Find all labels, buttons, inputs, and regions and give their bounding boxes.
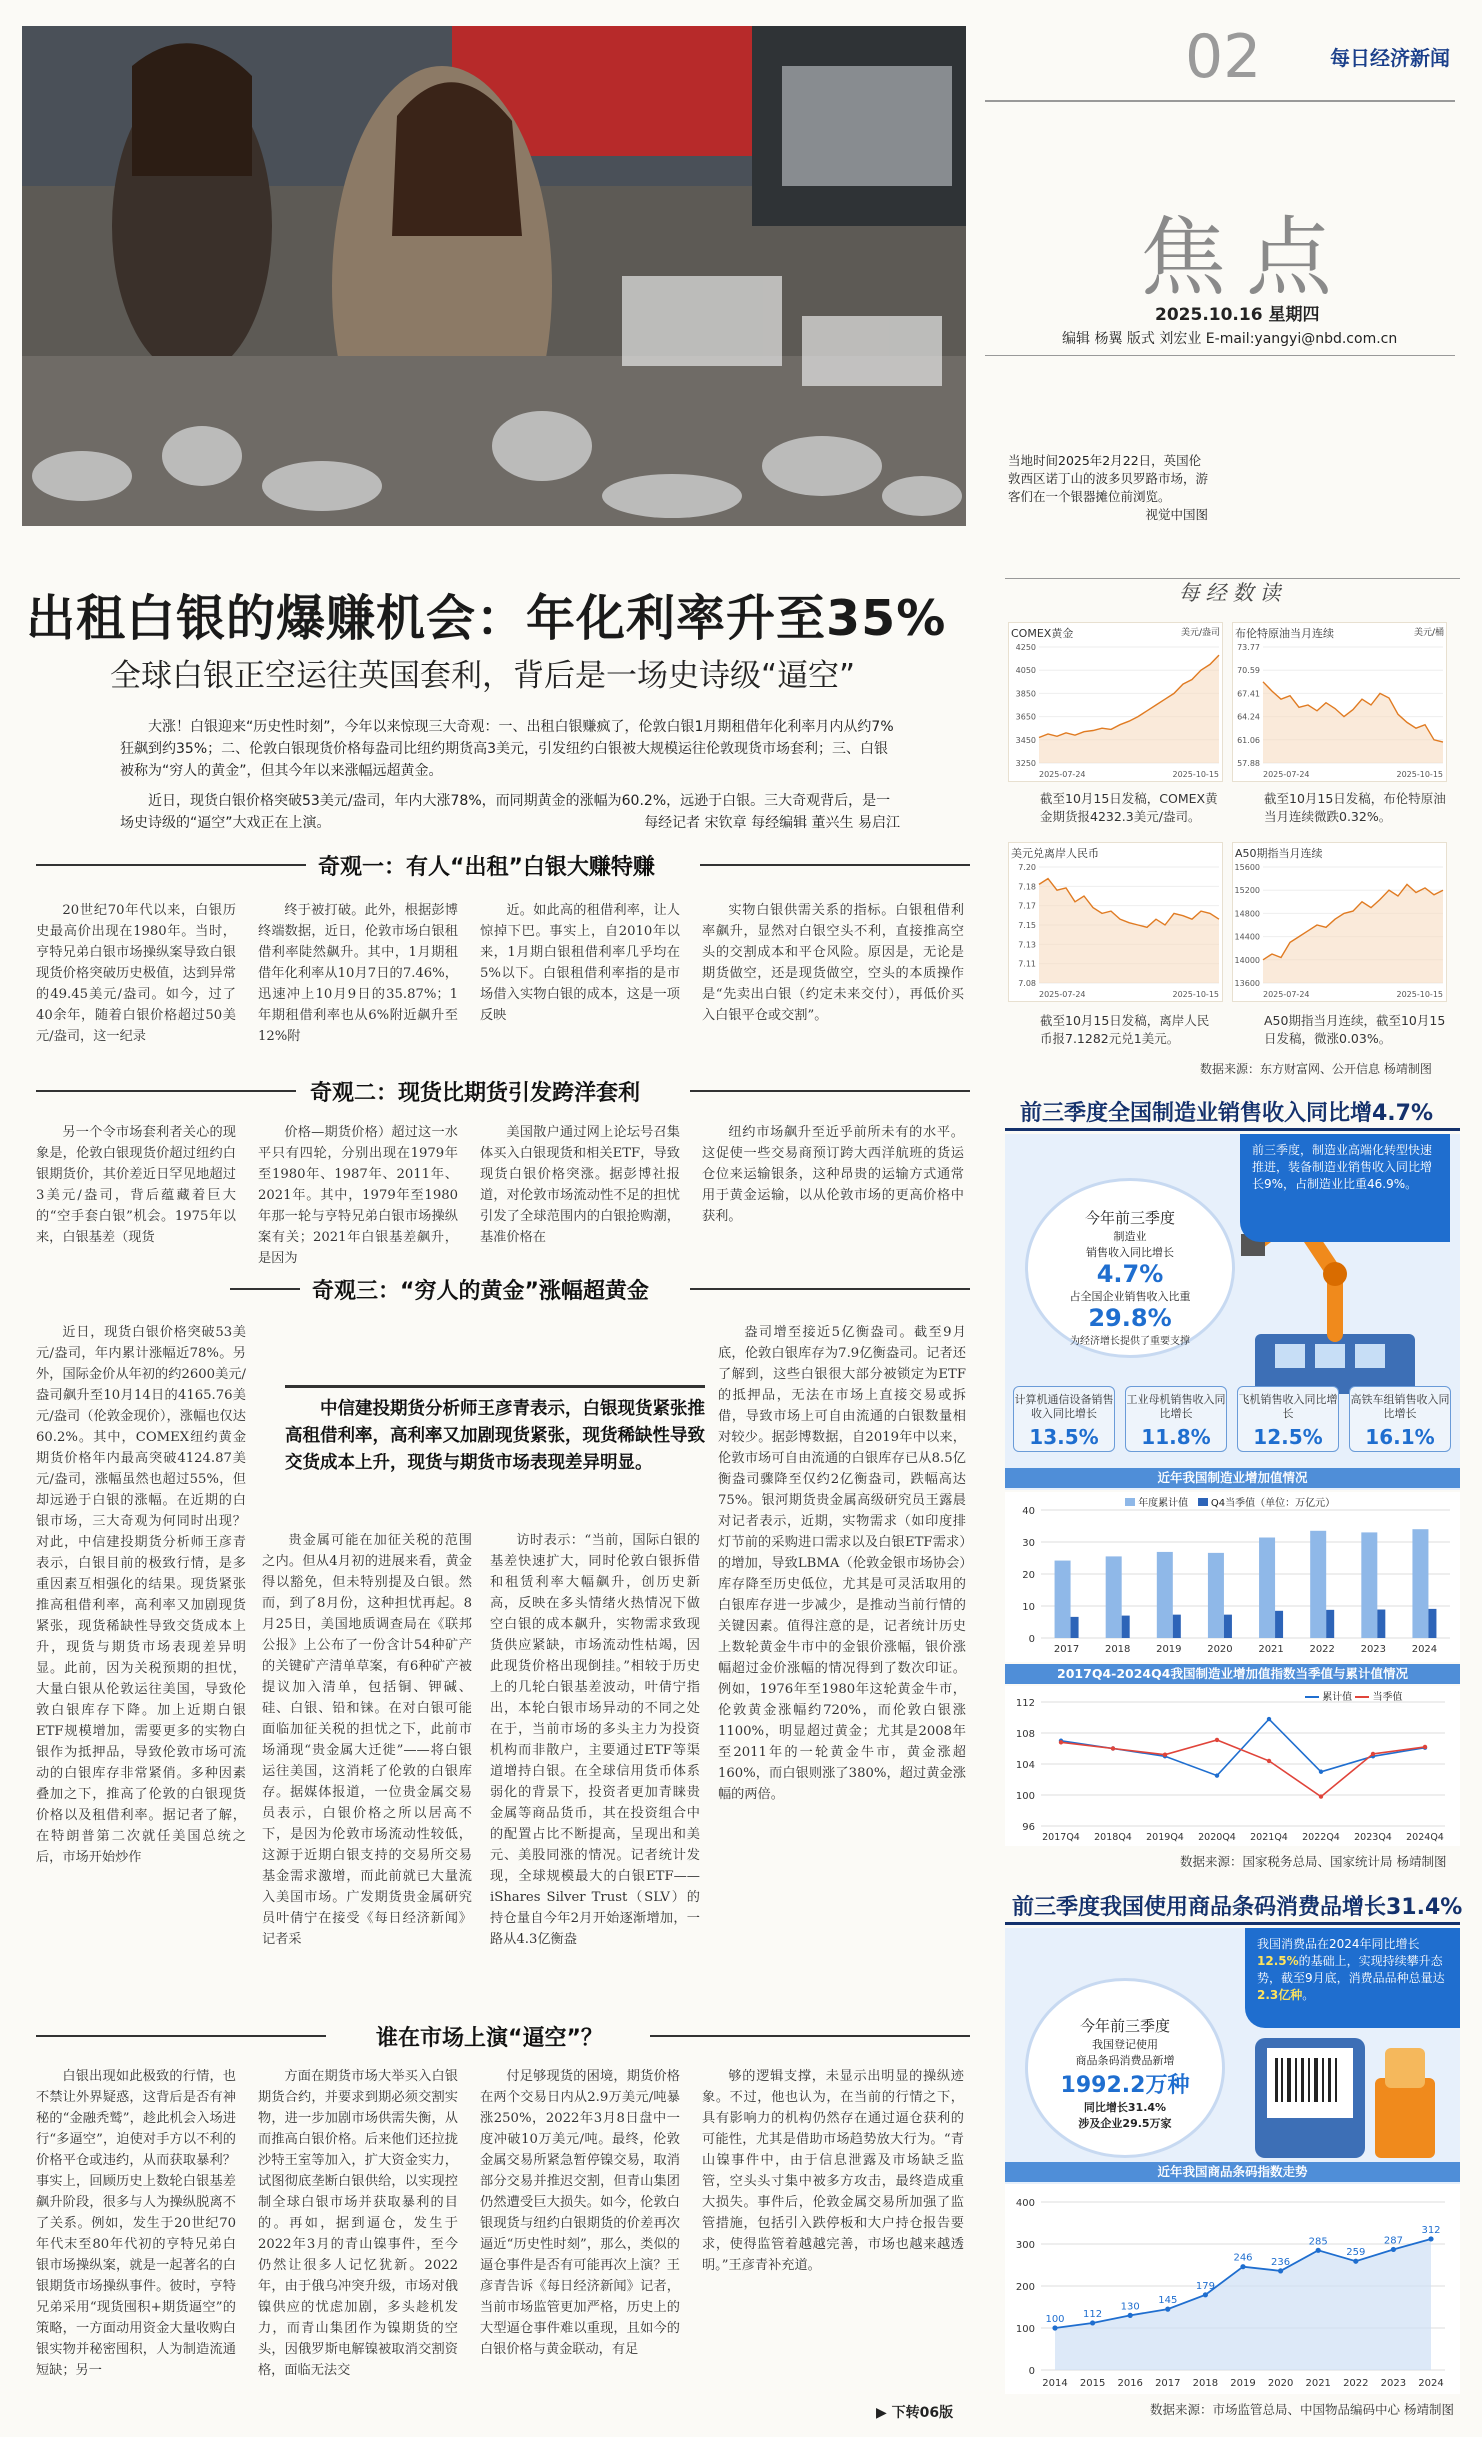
callout-segment: 的基础上，实现持续攀升态势，截至9月底，消费品品种总量达 [1257, 1954, 1445, 1985]
stat-value: 13.5% [1029, 1425, 1099, 1449]
divider [36, 2035, 326, 2037]
tick-label: 7.20 [1018, 863, 1036, 872]
barcode-chart-svg [1005, 2184, 1460, 2394]
bar-annual [1157, 1552, 1173, 1638]
tick-label: 70.59 [1237, 666, 1260, 676]
tick-label: 104 [1015, 1760, 1035, 1771]
category-label: 2023 [1380, 2378, 1407, 2389]
legend-label: Q4当季值（单位：万亿元） [1210, 1498, 1336, 1509]
callout-text: 前三季度，制造业高端化转型快速推进，装备制造业销售收入同比增长9%，占制造业比重46.9%。 [1252, 1143, 1433, 1191]
bar-annual [1310, 1531, 1326, 1638]
infographic-body [1005, 1928, 1460, 2184]
data-panel-source: 数据来源：东方财富网、公开信息 杨靖制图 [1200, 1062, 1432, 1076]
infographic-source: 数据来源：市场监管总局、中国物品编码中心 杨靖制图 [1150, 2402, 1454, 2417]
body-column: 访时表示：“当前，国际白银的基差快速扩大，同时伦敦白银拆借和租赁利率大幅飙升，创历史新高，反映在多头情绪火热情况下做空白银的成本飙升，实物需求致现货供应紧缺，市场流动性枯竭，因此现货价格出现倒挂。”相较于历史上的几轮白银基差波动，叶倩宁指出，本轮白银市场异动的不同之处在于，当前市场的多头主力为投资机构而非散户，主要通过ETF等渠道增持白银。在全球信用货币体系弱化的背景下，投资者更加青睐贵金属等商品货币，其在投资组合中的配置占比不断提高，呈现出和美元、美股同涨的情况。记者统计发现，全球规模最大的白银ETF——iShares Silver Trust（SLV）的持仓量自今年2月开始逐渐增加，一路从4.3亿衡盎 [490, 1533, 700, 1947]
chart-banner: 2017Q4-2024Q4我国制造业增加值指数当季值与累计值情况 [1005, 1664, 1460, 1684]
tick-label: 10 [1022, 1602, 1035, 1613]
continued-marker: ▶ 下转06版 [876, 2405, 954, 2421]
data-label: 236 [1271, 2256, 1291, 2268]
mini-chart-comex-gold [1008, 622, 1223, 782]
bar-annual [1412, 1529, 1428, 1638]
chart-banner: 近年我国商品条码指数走势 [1005, 2162, 1460, 2182]
circle-label: 销售收入同比增长 [1086, 1246, 1174, 1259]
bar-chart-svg [1005, 1492, 1460, 1662]
callout-text [1257, 1936, 1452, 2004]
category-label: 2020Q4 [1198, 1832, 1236, 1843]
photo-caption [1008, 452, 1208, 524]
lead2-text: 近日，现货白银价格突破53美元/盎司，年内大涨78%，而同期黄金的涨幅为60.2%，远逊于白银。三大奇观背后，是一场史诗级的“逼空”大戏正在上演。 [120, 793, 891, 831]
data-point [1215, 1773, 1219, 1777]
tick-label: 14400 [1234, 932, 1260, 942]
divider [700, 864, 970, 866]
divider [650, 2035, 970, 2037]
line-chart-svg [1005, 1686, 1460, 1846]
series-line [1061, 1719, 1425, 1776]
circle-value: 4.7% [1096, 1260, 1164, 1288]
tick-label: 4250 [1015, 643, 1036, 652]
bar-annual [1361, 1532, 1377, 1638]
tick-label: 2025-10-15 [1396, 990, 1443, 999]
tick-label: 0 [1028, 2366, 1035, 2377]
tick-label: 15200 [1234, 886, 1260, 896]
tick-label: 4050 [1015, 666, 1036, 676]
tick-label: 7.15 [1018, 921, 1036, 930]
area-fill [1039, 879, 1219, 983]
category-label: 2017 [1053, 1644, 1080, 1655]
tick-label: 15600 [1234, 863, 1260, 872]
category-label: 2019Q4 [1146, 1832, 1184, 1843]
bar-q4 [1173, 1615, 1181, 1638]
tick-label: 0 [1028, 1634, 1035, 1645]
newspaper-name: 每日经济新闻 [1330, 46, 1450, 70]
data-point [1165, 2307, 1170, 2312]
body-column: 美国散户通过网上论坛号召集体买入白银现货和相关ETF，导致现货白银价格突涨。据彭博社报道，对伦敦市场流动性不足的担忧引发了全球范围内的白银抢购潮，基准价格在 [480, 1125, 680, 1245]
tick-label: 40 [1022, 1506, 1035, 1517]
callout-segment: 。 [1302, 1988, 1315, 2002]
tick-label: 7.13 [1018, 940, 1036, 950]
stat-value: 11.8% [1141, 1425, 1211, 1449]
bar-q4 [1275, 1611, 1283, 1638]
tick-label: 67.41 [1237, 689, 1260, 699]
divider [985, 100, 1455, 102]
bar-annual [1259, 1538, 1275, 1638]
mini-chart-title: 布伦特原油当月连续 [1235, 627, 1334, 640]
data-point [1111, 1746, 1115, 1750]
category-label: 2023 [1360, 1644, 1387, 1655]
photo-caption-text: 当地时间2025年2月22日，英国伦敦西区诺丁山的波多贝罗路市场，游客们在一个银器摊位前浏览。 [1008, 453, 1209, 504]
data-point [1128, 2313, 1133, 2318]
circle-heading: 今年前三季度 [1079, 2017, 1170, 2035]
circle-label: 为经济增长提供了重要支撑 [1070, 1336, 1190, 1347]
page-number: 02 [1185, 22, 1262, 92]
divider [690, 1288, 970, 1290]
bar-q4 [1122, 1616, 1130, 1638]
stat-label: 飞机销售收入同比增长 [1238, 1393, 1338, 1420]
editor-credits: 编辑 杨翼 版式 刘宏业 E-mail:yangyi@nbd.com.cn [1062, 331, 1398, 347]
data-label: 100 [1045, 2314, 1065, 2325]
category-label: 2014 [1042, 2378, 1068, 2389]
lead-paragraph-2 [120, 790, 900, 834]
body-column: 实物白银供需关系的指标。白银租借利率飙升，显然对白银空头不利，直接推高空头的交割成本和平仓风险。原因是，无论是期货做空，还是现货做空，空头的本质操作是“先卖出白银（约定未来交付），再低价买入白银平仓或交割”。 [702, 903, 964, 1023]
callout-box [1240, 1134, 1450, 1242]
tick-label: 96 [1022, 1822, 1035, 1833]
category-label: 2022 [1343, 2378, 1369, 2389]
mini-chart-caption: A50期指当月连续，截至10月15日发稿，微涨0.03%。 [1264, 1013, 1446, 1046]
category-label: 2022Q4 [1302, 1832, 1340, 1843]
tick-label: 61.06 [1237, 735, 1260, 745]
data-label: 112 [1083, 2308, 1103, 2320]
infographic-body [1005, 1134, 1460, 1490]
legend-swatch [1305, 1696, 1319, 1698]
data-label: 145 [1158, 2295, 1178, 2307]
tick-label: 73.77 [1237, 643, 1260, 652]
body-column: 另一个令市场套利者关心的现象是，伦敦白银现货价超过纽约白银期货价，其价差近日罕见地超过3美元/盎司，背后蕴藏着巨大的“空手套白银”机会。1975年以来，白银基差（现货 [36, 1125, 236, 1245]
data-point [1059, 1740, 1063, 1744]
mini-chart-caption: 截至10月15日发稿，离岸人民币报7.1282元兑1美元。 [1040, 1013, 1210, 1046]
stat-value: 12.5% [1253, 1425, 1323, 1449]
headline: 出租白银的爆赚机会：年化利率升至35% [26, 590, 947, 647]
mini-chart-unit: 美元/桶 [1413, 628, 1444, 638]
area-fill [1039, 655, 1219, 763]
body-column: 近日，现货白银价格突破53美元/盎司，年内累计涨幅近78%。另外，国际金价从年初的约2600美元/盎司飙升至10月14日的4165.76美元/盎司（伦敦金现价），涨幅也仅达60.2%。其中，COMEX纽约黄金期货价格年内最高突破4124.87美元/盎司，涨幅虽然也超过55%，但却远逊于白银的涨幅。在近期的白银市场，三大奇观为何同时出现？对此，中信建投期货分析师王彦青表示，白银目前的极致行情，是多重因素互相强化的结果。现货紧张推高租借利率，高利率又加剧现货紧张，现货稀缺性导致交货成本上升，现货与期货市场表现差异明显。此前，因为关税预期的担忧，大量白银从伦敦运往美国，导致伦敦白银库存下降。加上近期白银ETF规模增加，需要更多的实物白银作为抵押品，导致伦敦市场可流动的白银库存非常紧俏。多种因素叠加之下，推高了伦敦的白银现货价格以及租借利率。据记者了解，在特朗普第二次就任美国总统之后，市场开始炒作 [36, 1325, 246, 1865]
photo-credit: 视觉中国图 [1145, 507, 1208, 522]
legend-swatch [1198, 1498, 1208, 1506]
bar-annual [1106, 1556, 1122, 1638]
category-label: 2016 [1117, 2378, 1143, 2389]
body-column: 纽约市场飙升至近乎前所未有的水平。这促使一些交易商预订跨大西洋航班的货运仓位来运输银条，这种昂贵的运输方式通常用于黄金运输，以从伦敦市场的更高价格中获利。 [702, 1125, 964, 1224]
data-point [1240, 2264, 1245, 2269]
body-column: 贵金属可能在加征关税的范围之内。但从4月初的进展来看，黄金得以豁免，但未特别提及白银。然而，到了8月份，这种担忧再起。8月25日，美国地质调查局在《联邦公报》上公布了一份含计54种矿产的关键矿产清单草案，有6种矿产被提议加入清单，包括铜、钾碱、硅、白银、铅和铼。在对白银可能面临加征关税的担忧之下，此前市场涌现“贵金属大迁徙”——将白银运往美国，这消耗了伦敦的白银库存。据媒体报道，一位贵金属交易员表示，白银价格之所以居高不下，是因为伦敦市场流动性较低，这源于近期白银支持的交易所交易基金需求激增，而此前就已大量流入美国市场。广发期货贵金属研究员叶倩宁在接受《每日经济新闻》记者采 [262, 1533, 472, 1947]
stat-card [1125, 1386, 1227, 1452]
category-label: 2018 [1192, 2378, 1219, 2389]
stat-label: 工业母机销售收入同比增长 [1126, 1393, 1226, 1420]
section-heading-4: 谁在市场上演“逼空”？ [376, 2026, 603, 2051]
divider [36, 864, 306, 866]
mini-chart-svg [1009, 843, 1224, 1003]
bar-chart-manufacturing [1005, 1492, 1460, 1662]
data-point [1353, 2259, 1358, 2264]
area-fill [1263, 884, 1443, 983]
data-label: 259 [1346, 2247, 1366, 2259]
data-point [1428, 2236, 1433, 2241]
divider [230, 1288, 300, 1290]
body-column: 付足够现货的困境，期货价格在两个交易日内从2.9万美元/吨暴涨250%，2022年3月8日盘中一度冲破10万美元/吨。最终，伦敦金属交易所紧急暂停镍交易，取消部分交易并推迟交割，但青山集团仍然遭受巨大损失。如今，伦敦白银现货与纽约白银期货的价差再次逼近“历史性时刻”，那么，类似的逼仓事件是否有可能再次上演？王彦青告诉《每日经济新闻》记者，当前市场监管更加严格，历史上的大型逼仓事件难以重现，且如今的白银价格与黄金联动，有足 [480, 2069, 680, 2357]
data-point [1391, 2247, 1396, 2252]
tick-label: 14000 [1234, 955, 1260, 965]
mini-chart-title: A50期指当月连续 [1235, 847, 1323, 860]
circle-label: 商品条码消费品新增 [1075, 2054, 1175, 2067]
tick-label: 300 [1015, 2240, 1035, 2251]
circle-label: 占全国企业销售收入比重 [1069, 1290, 1191, 1303]
market-scene-illustration [22, 26, 966, 526]
subheadline: 全球白银正空运往英国套利，背后是一场史诗级“逼空” [110, 658, 856, 694]
category-label: 2023Q4 [1354, 1832, 1392, 1843]
legend-swatch [1355, 1696, 1369, 1698]
section-heading-2: 奇观二：现货比期货引发跨洋套利 [310, 1081, 641, 1106]
stat-label: 计算机通信设备销售收入同比增长 [1014, 1393, 1114, 1420]
section-title: 焦点 [1140, 208, 1352, 308]
circle-label: 制造业 [1113, 1230, 1147, 1243]
area-fill [1263, 682, 1443, 763]
tick-label: 112 [1015, 1698, 1035, 1709]
bar-q4 [1224, 1615, 1232, 1638]
callout-segment: 我国消费品在2024年同比增长 [1257, 1937, 1420, 1951]
category-label: 2015 [1079, 2378, 1106, 2389]
body-column: 近。如此高的租借利率，让人惊掉下巴。事实上，自2010年以来，1月期白银租借利率几乎均在5%以下。白银租借利率指的是市场借入实物白银的成本，这是一项反映 [480, 903, 680, 1023]
tick-label: 2025-07-24 [1039, 770, 1086, 779]
circle-value: 29.8% [1088, 1304, 1172, 1332]
stat-card [1013, 1386, 1115, 1452]
data-point [1090, 2320, 1095, 2325]
line-chart-barcode [1005, 2184, 1460, 2394]
circle-label: 我国登记使用 [1092, 2038, 1158, 2051]
tick-label: 400 [1015, 2198, 1035, 2209]
mini-chart-title: 美元兑离岸人民币 [1011, 847, 1099, 860]
mini-chart-caption: 截至10月15日发稿，布伦特原油当月连续微跌0.32%。 [1264, 791, 1446, 824]
tick-label: 2025-10-15 [1172, 990, 1219, 999]
infographic-source: 数据来源：国家税务总局、国家统计局 杨靖制图 [1180, 1854, 1447, 1869]
category-label: 2024Q4 [1406, 1832, 1444, 1843]
data-point [1267, 1717, 1271, 1721]
category-label: 2017 [1155, 2378, 1181, 2389]
tick-label: 14800 [1234, 909, 1260, 919]
section-heading-3: 奇观三：“穷人的黄金”涨幅超黄金 [312, 1279, 649, 1304]
section-heading-1: 奇观一：有人“出租”白银大赚特赚 [318, 855, 655, 880]
tick-label: 3850 [1015, 689, 1036, 699]
tick-label: 2025-10-15 [1172, 770, 1219, 779]
bar-annual [1055, 1561, 1071, 1638]
data-point [1319, 1770, 1323, 1774]
highlight-circle [1025, 1978, 1225, 2158]
circle-value: 1992.2万种 [1060, 2073, 1190, 2098]
data-point [1267, 1759, 1271, 1763]
infographic-title: 前三季度我国使用商品条码消费品增长31.4% [1012, 1895, 1463, 1920]
tick-label: 100 [1015, 1791, 1035, 1802]
data-point [1278, 2268, 1283, 2273]
mini-chart-svg [1233, 843, 1448, 1003]
mini-chart-a50 [1232, 842, 1447, 1002]
mini-chart-svg [1009, 623, 1224, 783]
data-label: 179 [1195, 2280, 1215, 2292]
line-chart-index [1005, 1686, 1460, 1846]
chart-legend [1125, 1494, 1335, 1509]
category-label: 2017Q4 [1042, 1832, 1080, 1843]
stat-card [1237, 1386, 1339, 1452]
body-column: 终于被打破。此外，根据彭博终端数据，近日，伦敦市场白银租借利率陡然飙升。其中，1月期租借年化利率从10月7日的7.46%，迅速冲上10月9日的35.87%；1年期租借利率也从6%附近飙升至12%附 [258, 903, 458, 1044]
data-point [1163, 1753, 1167, 1757]
legend-swatch [1125, 1498, 1135, 1506]
data-panel-header [1005, 578, 1460, 605]
stat-label: 高铁车组销售收入同比增长 [1350, 1393, 1450, 1420]
chart-banner: 近年我国制造业增加值情况 [1005, 1468, 1460, 1488]
callout-box [1245, 1928, 1460, 2028]
legend-label: 累计值 [1322, 1692, 1353, 1703]
bar-q4 [1326, 1610, 1334, 1638]
body-column: 价格—期货价格）超过这一水平只有四轮，分别出现在1979年至1980年、1987年、2011年、2021年。其中，1979年至1980年那一轮与亨特兄弟白银市场操纵案有关；2021年白银基差飙升，是因为 [258, 1125, 458, 1266]
data-panel-title: 每经数读 [1178, 581, 1287, 605]
category-label: 2019 [1230, 2378, 1256, 2389]
tick-label: 3450 [1015, 735, 1036, 745]
category-label: 2021 [1258, 1644, 1284, 1655]
divider [1005, 1922, 1460, 1925]
hero-photo [22, 26, 966, 526]
pull-quote-bar [285, 1385, 705, 1388]
tick-label: 20 [1022, 1570, 1035, 1581]
callout-highlight: 12.5% [1257, 1954, 1299, 1968]
circle-label: 涉及企业29.5万家 [1078, 2117, 1172, 2130]
tick-label: 64.24 [1237, 712, 1260, 722]
category-label: 2021 [1305, 2378, 1331, 2389]
data-point [1052, 2325, 1057, 2330]
tick-label: 200 [1015, 2282, 1035, 2293]
lead-paragraph: 大涨！白银迎来“历史性时刻”，今年以来惊现三大奇观：一、出租白银赚疯了，伦敦白银1月期租借年化利率月内从约7%狂飙到约35%；二、伦敦白银现货价格每盎司比纽约期货高3美元，引发纽约白银被大规模运往伦敦现货市场套利；三、白银被称为“穷人的黄金”，但其今年以来涨幅远超黄金。 [120, 719, 894, 779]
category-label: 2020 [1207, 1644, 1233, 1655]
category-label: 2022 [1309, 1644, 1335, 1655]
tick-label: 7.17 [1018, 901, 1036, 911]
data-point [1371, 1752, 1375, 1756]
body-column: 20世纪70年代以来，白银历史最高价出现在1980年。当时，亨特兄弟白银市场操纵案导致白银现货价格突破历史极值，达到异常的49.45美元/盎司。如今，过了40余年，随着白银价格超过50美元/盎司，这一纪录 [36, 903, 236, 1044]
category-label: 2024 [1411, 1644, 1438, 1655]
mini-chart-title: COMEX黄金 [1011, 627, 1074, 640]
mini-chart-brent [1232, 622, 1447, 782]
bar-q4 [1428, 1609, 1436, 1638]
data-point [1203, 2292, 1208, 2297]
byline: 每经记者 宋钦章 每经编辑 董兴生 易启江 [644, 815, 900, 831]
category-label: 2019 [1156, 1644, 1182, 1655]
data-label: 130 [1120, 2301, 1140, 2313]
bar-annual [1208, 1553, 1224, 1638]
bar-q4 [1071, 1617, 1079, 1638]
data-point [1316, 2248, 1321, 2253]
data-point [1215, 1738, 1219, 1742]
tick-label: 100 [1015, 2324, 1035, 2335]
category-label: 2021Q4 [1250, 1832, 1288, 1843]
tick-label: 7.08 [1018, 979, 1036, 988]
mini-chart-usdcnh [1008, 842, 1223, 1002]
tick-label: 7.18 [1018, 882, 1036, 892]
legend-label: 当季值 [1372, 1692, 1403, 1703]
divider [36, 1090, 296, 1092]
category-label: 2018 [1104, 1644, 1131, 1655]
circle-label: 同比增长31.4% [1083, 2101, 1167, 2114]
tick-label: 13600 [1234, 979, 1260, 988]
body-column: 够的逻辑支撑，未显示出明显的操纵迹象。不过，他也认为，在当前的行情之下，具有影响力的机构仍然存在通过逼仓获利的可能性，尤其是借助市场趋势放大行为。“青山镍事件中，由于信息泄露及市场缺乏监管，空头头寸集中被多方攻击，最终造成重大损失。事件后，伦敦金属交易所加强了监管措施，包括引入跌停板和大户持仓报告要求，使得监管着越越完善，市场也越来越透明。”王彦青补充道。 [702, 2069, 964, 2273]
tick-label: 30 [1022, 1538, 1035, 1549]
category-label: 2020 [1267, 2378, 1294, 2389]
tick-label: 3650 [1015, 712, 1036, 722]
divider [1005, 1128, 1460, 1131]
body-column: 方面在期货市场大举买入白银期货合约，并要求到期必须交割实物，进一步加剧市场供需失衡，从而推高白银价格。后来他们还拉拢沙特王室等加入，扩大资金实力，试图彻底垄断白银供给，以实现控制全球白银市场并获取暴利的目的。再如，据到逼仓，发生于2022年3月的青山镍事件，至今仍然让很多人记忆犹新。2022年，由于俄乌冲突升级，市场对俄镍供应的忧虑加剧，多头趁机发力，而青山集团作为镍期货的空头，因俄罗斯电解镍被取消交割资格，面临无法交 [258, 2069, 458, 2378]
body-column: 盎司增至接近5亿衡盎司。截至9月底，伦敦白银库存为7.9亿衡盎司。记者还了解到，这些白银很大部分被锁定为ETF的抵押品，无法在市场上直接交易或拆借，导致市场上可自由流通的白银数量相对较少。据彭博数据，自2019年中以来，伦敦市场可自由流通的白银库存已从8.5亿衡盎司骤降至仅约2亿衡盎司，跌幅高达75%。银河期货贵金属高级研究员王露晨对记者表示，近期，实物需求（如印度排灯节前的采购进口需求以及白银ETF需求）的增加，导致LBMA（伦敦金银市场协会）库存降至历史低位，尤其是可灵活取用的白银库存进一步减少，是推动当前行情的关键因素。值得注意的是，记者统计历史上数轮黄金牛市中的金银价涨幅，银价涨幅超过金价涨幅的情况得到了数次印证。例如，1976年至1980年这轮黄金牛市，伦敦黄金涨幅约720%，而伦敦白银涨1100%，明显超过黄金；尤其是2008年至2011年的一轮黄金牛市，黄金涨超160%，而白银则涨了380%，超过黄金涨幅的两倍。 [718, 1325, 966, 1802]
tick-label: 2025-07-24 [1263, 770, 1310, 779]
callout-highlight: 2.3亿种 [1257, 1988, 1303, 2002]
issue-date: 2025.10.16 星期四 [1155, 305, 1320, 325]
tick-label: 2025-07-24 [1263, 990, 1310, 999]
data-label: 246 [1233, 2252, 1253, 2264]
chart-legend [1305, 1688, 1403, 1703]
tick-label: 108 [1015, 1729, 1035, 1740]
body-column: 白银出现如此极致的行情，也不禁让外界疑惑，这背后是否有神秘的“金融秃鹫”，趁此机会入场进行“多逼空”，迫使对手方以不利的价格平仓或违约，从而获取暴利？事实上，回顾历史上数轮白银基差飙升阶段，很多与人为操纵脱离不了关系。例如，发生于20世纪70年代末至80年代初的亨特兄弟白银市场操纵案，就是一起著名的白银期货市场操纵事件。彼时，亨特兄弟采用“现货囤积+期货逼空”的策略，一方面动用资金大量收购白银实物并秘密囤积，人为制造流通短缺；另一 [36, 2069, 236, 2378]
data-point [1423, 1745, 1427, 1749]
category-label: 2024 [1418, 2378, 1444, 2389]
pull-quote: 中信建投期货分析师王彦青表示，白银现货紧张推高租借利率，高利率又加剧现货紧张，现货稀缺性导致交货成本上升，现货与期货市场表现差异明显。 [285, 1399, 705, 1473]
infographic-title: 前三季度全国制造业销售收入同比增4.7% [1020, 1101, 1434, 1126]
highlight-circle [1025, 1178, 1235, 1358]
tick-label: 2025-10-15 [1396, 770, 1443, 779]
data-label: 285 [1308, 2236, 1328, 2248]
data-point [1319, 1794, 1323, 1798]
stat-card [1349, 1386, 1451, 1452]
tick-label: 7.11 [1018, 959, 1036, 969]
data-label: 287 [1383, 2235, 1403, 2247]
category-label: 2018Q4 [1094, 1832, 1132, 1843]
tick-label: 57.88 [1237, 759, 1260, 768]
mini-chart-unit: 美元/盎司 [1180, 628, 1220, 638]
bar-q4 [1377, 1610, 1385, 1638]
tick-label: 3250 [1015, 759, 1036, 768]
tick-label: 2025-07-24 [1039, 990, 1086, 999]
stat-value: 16.1% [1365, 1425, 1435, 1449]
divider [985, 355, 1455, 356]
circle-heading: 今年前三季度 [1084, 1209, 1175, 1227]
mini-chart-caption: 截至10月15日发稿，COMEX黄金期货报4232.3美元/盎司。 [1040, 791, 1218, 824]
data-label: 312 [1421, 2224, 1441, 2236]
divider [690, 1090, 970, 1092]
legend-label: 年度累计值 [1138, 1498, 1189, 1509]
mini-chart-svg [1233, 623, 1448, 783]
